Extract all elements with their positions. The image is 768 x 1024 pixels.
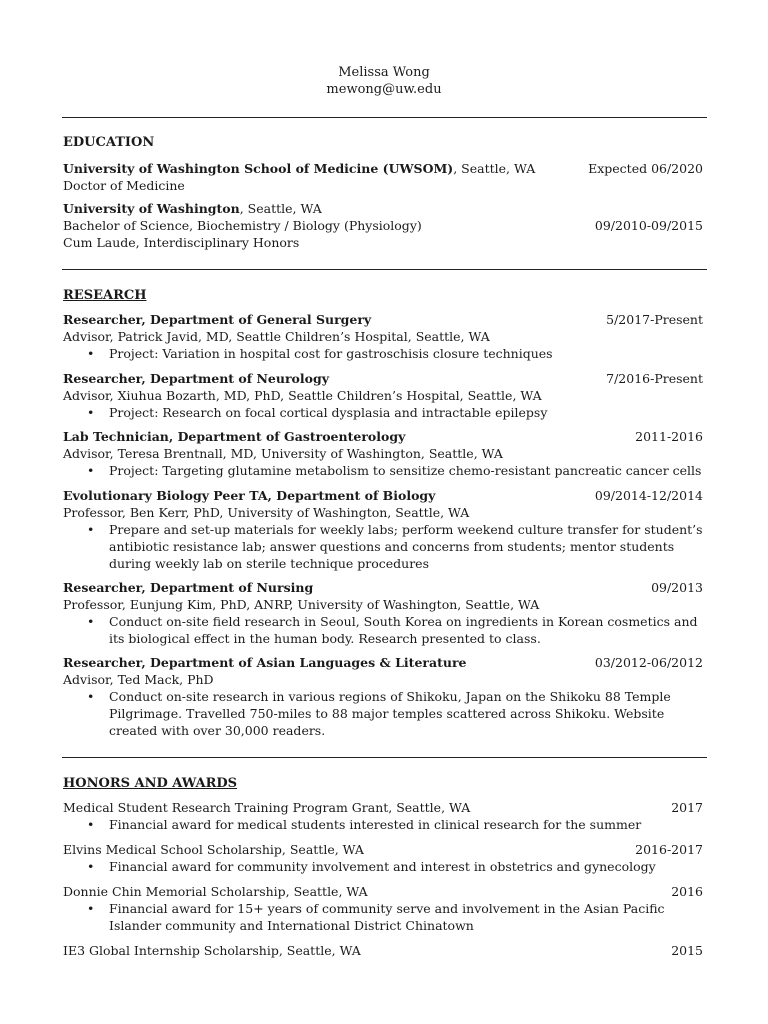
- bullet-item: • Conduct on-site research in various regions of Shikoku, Japan on the Shikoku 88 Temple Pilgrimage. Travelled 750-miles to 88 major temples scattered across Shikoku. Website created with over 30,000 readers.: [87, 689, 671, 738]
- position-title: Researcher, Department of Nursing: [63, 580, 314, 595]
- entry-date: 09/2014-12/2014: [594, 488, 703, 503]
- school-location: , Seattle, WA: [453, 161, 536, 176]
- bullet-item: • Project: Variation in hospital cost for gastroschisis closure techniques: [87, 346, 553, 361]
- education-heading: EDUCATION: [63, 135, 155, 150]
- entry-date: 2016-2017: [635, 842, 703, 857]
- entry-date: 2015: [671, 943, 703, 958]
- research-entry: [63, 428, 703, 479]
- honors-heading: HONORS AND AWARDS: [63, 776, 238, 791]
- entry-date: 7/2016-Present: [606, 371, 703, 386]
- research-entry: [63, 487, 703, 572]
- advisor-line: Professor, Ben Kerr, PhD, University of Washington, Seattle, WA: [63, 505, 470, 520]
- bullet-item: • Prepare and set-up materials for weekly labs; perform weekend culture transfer for student’s antibiotic resistance lab; answer questions and concerns from students; mentor students during weekly lab on sterile technique procedures: [87, 522, 703, 571]
- entry-date: 2011-2016: [635, 429, 703, 444]
- bullet-item: • Project: Targeting glutamine metabolism to sensitize chemo-resistant pancreatic cancer cells: [87, 463, 702, 478]
- school-location: , Seattle, WA: [239, 201, 322, 216]
- award-entry: [63, 841, 703, 875]
- bullet-dot: •: [87, 346, 95, 361]
- research-entry: [63, 370, 703, 421]
- research-entry: [63, 579, 703, 647]
- bullet-item: • Conduct on-site field research in Seoul, South Korea on ingredients in Korean cosmetics and its biological effect in the human body. Research presented to class.: [87, 614, 698, 646]
- school-name: University of Washington School of Medicine (UWSOM): [63, 161, 454, 176]
- section-divider: [62, 269, 707, 270]
- entry-date: 5/2017-Present: [606, 312, 703, 327]
- school-name: University of Washington: [63, 201, 240, 216]
- position-title: Researcher, Department of General Surgery: [63, 312, 372, 327]
- bullet-dot: •: [87, 405, 95, 420]
- degree-line: Doctor of Medicine: [63, 178, 185, 193]
- position-title: Researcher, Department of Neurology: [63, 371, 329, 386]
- research-heading: RESEARCH: [63, 288, 147, 303]
- position-title: Researcher, Department of Asian Languages & Literature: [63, 655, 467, 670]
- advisor-line: Advisor, Teresa Brentnall, MD, University of Washington, Seattle, WA: [63, 446, 503, 461]
- award-entry: [63, 883, 703, 934]
- advisor-line: Professor, Eunjung Kim, PhD, ANRP, University of Washington, Seattle, WA: [63, 597, 540, 612]
- award-entry: [63, 799, 703, 833]
- position-title: Evolutionary Biology Peer TA, Department of Biology: [63, 488, 436, 503]
- entry-date: 03/2012-06/2012: [594, 655, 703, 670]
- award-entry: [63, 942, 703, 959]
- advisor-line: Advisor, Ted Mack, PhD: [63, 672, 214, 687]
- bullet-item: • Financial award for community involvement and interest in obstetrics and gynecology: [87, 859, 656, 874]
- bullet-dot: •: [87, 817, 95, 832]
- bullet-dot: •: [87, 689, 95, 704]
- degree-line: Bachelor of Science, Biochemistry / Biology (Physiology): [63, 218, 422, 233]
- advisor-line: Advisor, Patrick Javid, MD, Seattle Children’s Hospital, Seattle, WA: [63, 329, 490, 344]
- research-entry: [63, 311, 703, 362]
- education-entry: [63, 160, 703, 194]
- applicant-email: mewong@uw.edu: [326, 82, 442, 97]
- advisor-line: Advisor, Xiuhua Bozarth, MD, PhD, Seattle Children’s Hospital, Seattle, WA: [63, 388, 542, 403]
- award-title: Donnie Chin Memorial Scholarship, Seattle, WA: [63, 884, 368, 899]
- bullet-dot: •: [87, 522, 95, 537]
- section-divider: [62, 117, 707, 118]
- bullet-dot: •: [87, 463, 95, 478]
- entry-date: Expected 06/2020: [588, 161, 703, 176]
- bullet-item: • Financial award for 15+ years of community serve and involvement in the Asian Pacific Islander community and International District Chinatown: [87, 901, 665, 933]
- entry-date: 09/2013: [651, 580, 703, 595]
- bullet-item: • Financial award for medical students interested in clinical research for the summer: [87, 817, 642, 832]
- award-title: Medical Student Research Training Program Grant, Seattle, WA: [63, 800, 471, 815]
- applicant-name: Melissa Wong: [338, 65, 430, 80]
- award-title: IE3 Global Internship Scholarship, Seattle, WA: [63, 943, 361, 958]
- education-entry: [63, 200, 703, 251]
- position-title: Lab Technician, Department of Gastroenterology: [63, 429, 406, 444]
- resume-header: [0, 64, 768, 98]
- award-title: Elvins Medical School Scholarship, Seattle, WA: [63, 842, 364, 857]
- bullet-dot: •: [87, 859, 95, 874]
- honors-line: Cum Laude, Interdisciplinary Honors: [63, 235, 300, 250]
- entry-date: 2017: [671, 800, 703, 815]
- bullet-dot: •: [87, 614, 95, 629]
- entry-date: 09/2010-09/2015: [594, 218, 703, 233]
- bullet-dot: •: [87, 901, 95, 916]
- entry-date: 2016: [671, 884, 703, 899]
- section-divider: [62, 757, 707, 758]
- research-entry: [63, 654, 703, 739]
- bullet-item: • Project: Research on focal cortical dysplasia and intractable epilepsy: [87, 405, 548, 420]
